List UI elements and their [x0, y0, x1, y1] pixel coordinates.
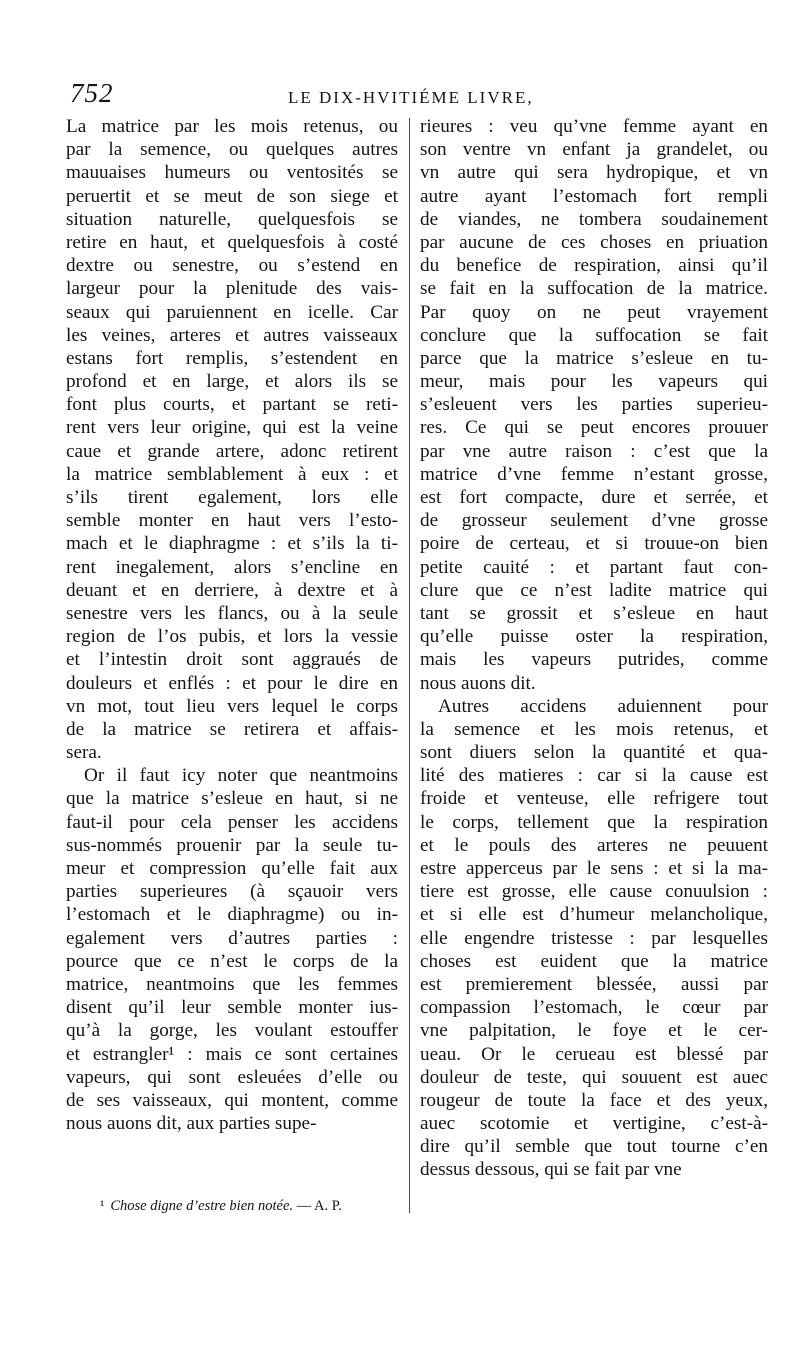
- text-line: Par quoy on ne peut vrayement: [420, 301, 768, 323]
- text-line: autre ayant l’estomach fort rempli: [420, 185, 768, 207]
- text-line: dextre ou senestre, ou s’estend en: [66, 255, 398, 277]
- text-line: situation naturelle, quelquesfois se: [66, 208, 398, 230]
- text-line: nous auons dit.: [420, 672, 536, 694]
- text-line: son ventre vn enfant ja grandelet, ou: [420, 139, 768, 161]
- text-line: meur et compression qu’elle fait aux: [66, 858, 398, 879]
- text-line: la semence et les mois retenus, et: [420, 718, 768, 740]
- text-line: douleur de teste, qui souuent est auec: [420, 1066, 768, 1088]
- text-line: et le pouls des arteres ne peuuent: [420, 834, 768, 856]
- text-line: estans fort remplis, s’estendent en: [66, 347, 398, 369]
- text-line: peruertit et se meut de son siege et: [66, 185, 398, 207]
- text-line: les veines, arteres et autres vaisseaux: [66, 324, 398, 346]
- page-number: 752: [70, 78, 114, 108]
- text-line: seaux qui paruiennent en icelle. Car: [66, 301, 398, 323]
- footnote-text: Chose digne d’estre bien notée.: [110, 1198, 294, 1214]
- footnote-mark: ¹: [100, 1198, 105, 1214]
- text-line: vn mot, tout lieu vers lequel le corps: [66, 695, 398, 717]
- text-line: Or il faut icy noter que neantmoins: [84, 765, 398, 787]
- text-line: qu’elle puisse oster la respiration,: [420, 626, 768, 648]
- text-line: egalement vers d’autres parties :: [66, 927, 398, 949]
- text-line: Autres accidens aduiennent pour: [438, 695, 768, 717]
- text-line: par la semence, ou quelques autres: [66, 139, 398, 161]
- text-line: vn autre qui sera hydropique, et vn: [420, 162, 768, 184]
- text-line: dire qu’il semble que tout tourne c’en: [420, 1136, 768, 1158]
- text-line: le corps, tellement que la respiration: [420, 811, 768, 833]
- text-line: sont diuers selon la quantité et qua-: [420, 742, 768, 764]
- text-line: deuant et en derriere, à dextre et à: [66, 579, 398, 601]
- text-line: du benefice de respiration, ainsi qu’il: [420, 255, 768, 277]
- text-line: tiere est grosse, elle cause conuulsion :: [420, 881, 768, 903]
- text-line: par vne autre raison : c’est que la: [420, 440, 768, 462]
- text-line: mais les vapeurs putrides, comme: [420, 649, 768, 671]
- text-line: tant se grossit et s’esleue en haut: [420, 602, 768, 624]
- text-line: disent qu’il leur semble monter ius-: [66, 997, 398, 1019]
- text-line: s’ils tirent egalement, lors elle: [66, 487, 398, 508]
- text-line: elle engendre tristesse : par lesquelles: [420, 927, 768, 949]
- text-line: auec scotomie et vertigine, c’est-à-: [420, 1113, 768, 1135]
- text-line: semble monter en haut vers l’esto-: [66, 510, 398, 532]
- text-line: de la matrice se retirera et affais-: [66, 718, 398, 740]
- text-line: matrice, neantmoins que les femmes: [66, 973, 398, 995]
- text-line: et l’intestin droit sont aggraués de: [66, 649, 398, 671]
- text-line: qu’à la gorge, les voulant estouffer: [66, 1020, 398, 1042]
- text-line: s’esleuent vers les parties superieu-: [420, 394, 768, 416]
- text-line: nous auons dit, aux parties supe-: [66, 1113, 317, 1135]
- text-line: par aucune de ces choses en priuation: [420, 231, 768, 253]
- text-line: et estrangler¹ : mais ce sont certaines: [66, 1043, 398, 1065]
- text-line: pource que ce n’est le corps de la: [66, 950, 398, 972]
- page-header: [70, 78, 790, 112]
- text-line: font plus courts, et partant se reti-: [66, 394, 398, 416]
- text-line: de grosseur seulement d’vne grosse: [420, 510, 768, 532]
- text-line: parties superieures (à sçauoir vers: [66, 881, 398, 903]
- text-line: est premierement blessée, aussi par: [420, 973, 768, 995]
- right-column: [420, 115, 768, 1182]
- footnote-signature: — A. P.: [296, 1198, 342, 1214]
- column-divider: [409, 118, 410, 1213]
- text-line: compassion l’estomach, le cœur par: [420, 997, 768, 1019]
- text-line: meur, mais pour les vapeurs qui: [420, 371, 768, 393]
- text-line: rent inegalement, alors s’encline en: [66, 556, 398, 578]
- text-line: que la matrice s’esleue en haut, si ne: [66, 788, 398, 810]
- text-line: ueau. Or le cerueau est blessé par: [420, 1043, 768, 1065]
- text-line: froide et venteuse, elle refrigere tout: [420, 788, 768, 810]
- text-line: La matrice par les mois retenus, ou: [66, 116, 398, 137]
- text-line: rieures : veu qu’vne femme ayant en: [420, 116, 768, 137]
- running-title: LE DIX-HVITIÉME LIVRE,: [288, 88, 534, 107]
- text-line: rent vers leur origine, qui est la veine: [66, 417, 398, 439]
- text-line: choses est euident que la matrice: [420, 950, 768, 972]
- text-line: poire de certeau, et si trouue-on bien: [420, 533, 768, 555]
- text-line: lité des matieres : car si la cause est: [420, 765, 768, 787]
- text-line: parce que la matrice s’esleue en tu-: [420, 347, 768, 369]
- text-line: sus-nommés prouenir par la seule tu-: [66, 834, 398, 856]
- text-line: de ses vaisseaux, qui montent, comme: [66, 1089, 398, 1111]
- text-line: caue et grande artere, adonc retirent: [66, 440, 398, 462]
- text-line: mauuaises humeurs ou ventosités se: [66, 162, 398, 184]
- text-line: vne palpitation, le foye et le cer-: [420, 1020, 768, 1042]
- text-line: la matrice semblablement à eux : et: [66, 463, 398, 485]
- text-line: clure que ce n’est ladite matrice qui: [420, 579, 768, 601]
- text-line: et si elle est d’humeur melancholique,: [420, 904, 768, 926]
- left-column: [66, 115, 398, 1135]
- text-line: retire en haut, et quelquesfois à costé: [66, 231, 398, 253]
- text-line: faut-il pour cela penser les accidens: [66, 811, 398, 833]
- text-line: de viandes, ne tombera soudainement: [420, 208, 768, 230]
- text-line: senestre vers les flancs, ou à la seule: [66, 602, 398, 624]
- text-line: l’estomach et le diaphragme) ou in-: [66, 904, 398, 926]
- text-line: largeur pour la plenitude des vais-: [66, 278, 398, 300]
- text-line: petite cauité : et partant faut con-: [420, 556, 768, 578]
- text-line: sera.: [66, 742, 102, 764]
- text-line: vapeurs, qui sont esleuées d’elle ou: [66, 1066, 398, 1088]
- text-line: est fort compacte, dure et serrée, et: [420, 487, 768, 508]
- text-line: region de l’os pubis, et lors la vessie: [66, 626, 398, 648]
- text-line: matrice d’vne femme n’estant grosse,: [420, 463, 768, 485]
- footnote: [100, 1198, 342, 1215]
- text-line: res. Ce qui se peut encores prouuer: [420, 417, 768, 439]
- text-line: se fait en la suffocation de la matrice.: [420, 278, 768, 300]
- text-line: conclure que la suffocation se fait: [420, 324, 768, 346]
- text-line: estre apperceus par le sens : et si la ma-: [420, 858, 768, 879]
- text-line: dessus dessous, qui se fait par vne: [420, 1159, 682, 1181]
- text-line: rougeur de toute la face et des yeux,: [420, 1089, 768, 1111]
- text-line: mach et le diaphragme : et s’ils la ti-: [66, 533, 398, 555]
- text-line: douleurs et enflés : et pour le dire en: [66, 672, 398, 694]
- text-line: profond et en large, et alors ils se: [66, 371, 398, 393]
